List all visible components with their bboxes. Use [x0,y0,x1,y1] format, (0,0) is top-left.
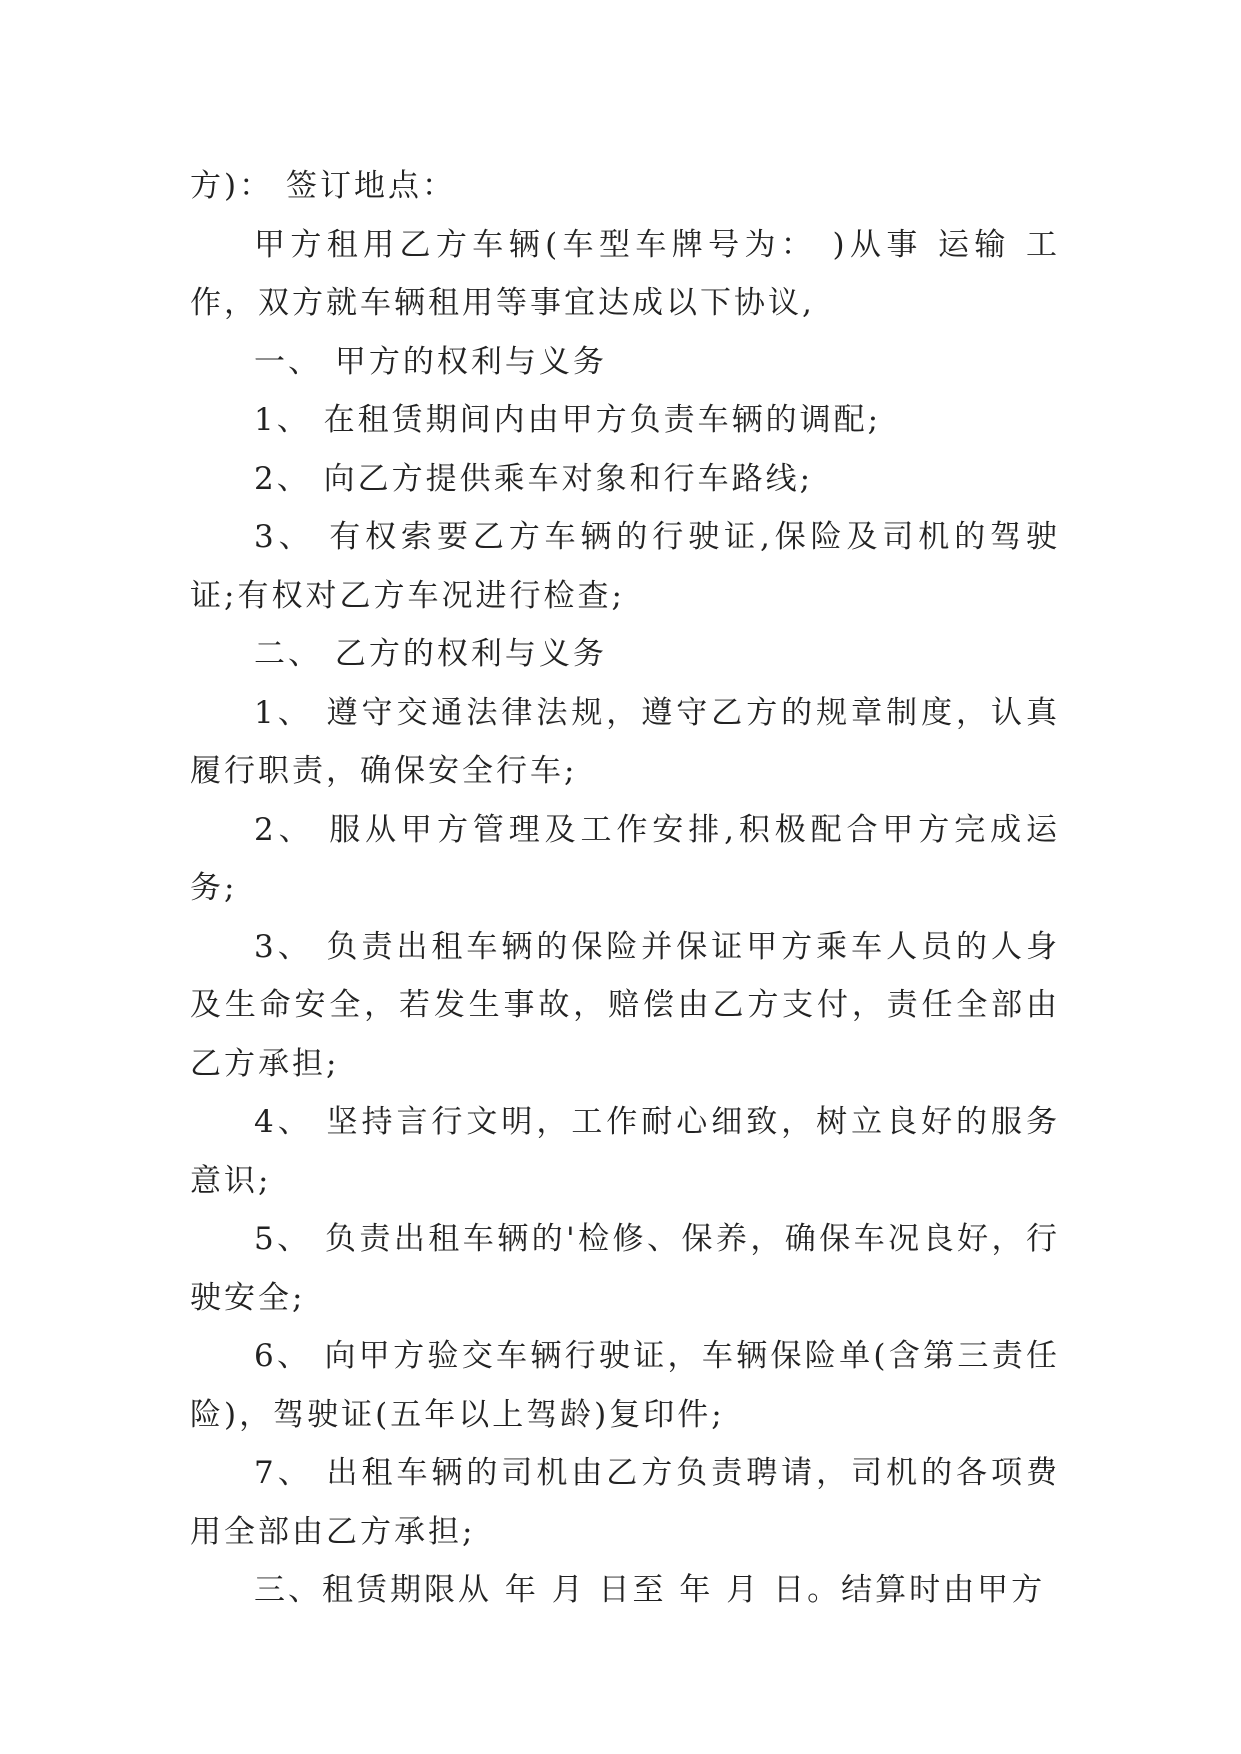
heading-lease-term: 三、租赁期限从 年 月 日至 年 月 日。结算时由甲方 [254,1572,1046,1608]
party-b-item-6: 6、 向甲方验交车辆行驶证，车辆保险单(含第三责任险)，驾驶证(五年以上驾龄)复印件; [190,1338,1060,1433]
contract-body [190,157,1060,1620]
paragraph-signing-place: 方)： 签订地点： [190,168,456,204]
party-a-item-2: 2、 向乙方提供乘车对象和行车路线; [254,460,814,497]
party-a-item-1: 1、 在租赁期间内由甲方负责车辆的调配; [254,402,882,438]
party-b-item-7: 7、 出租车辆的司机由乙方负责聘请，司机的各项费用全部由乙方承担; [190,1455,1060,1550]
party-b-item-2: 2、 服从甲方管理及工作安排,积极配合甲方完成运务; [190,811,1060,906]
heading-party-b-rights: 二、 乙方的权利与义务 [254,636,607,672]
party-a-item-3: 3、 有权索要乙方车辆的行驶证,保险及司机的驾驶证;有权对乙方车况进行检查; [190,519,1060,614]
paragraph-intro: 甲方租用乙方车辆(车型车牌号为： )从事 运输 工作，双方就车辆租用等事宜达成以下协议, [190,226,1060,321]
party-b-item-1: 1、 遵守交通法律法规，遵守乙方的规章制度，认真履行职责，确保安全行车; [190,694,1060,789]
party-b-item-3: 3、 负责出租车辆的保险并保证甲方乘车人员的人身及生命安全，若发生事故，赔偿由乙方支付，责任全部由乙方承担; [190,928,1060,1082]
party-b-item-4: 4、 坚持言行文明，工作耐心细致，树立良好的服务意识; [190,1104,1060,1199]
party-b-item-5: 5、 负责出租车辆的'检修、保养，确保车况良好，行驶安全; [190,1221,1060,1316]
heading-party-a-rights: 一、 甲方的权利与义务 [254,343,607,380]
